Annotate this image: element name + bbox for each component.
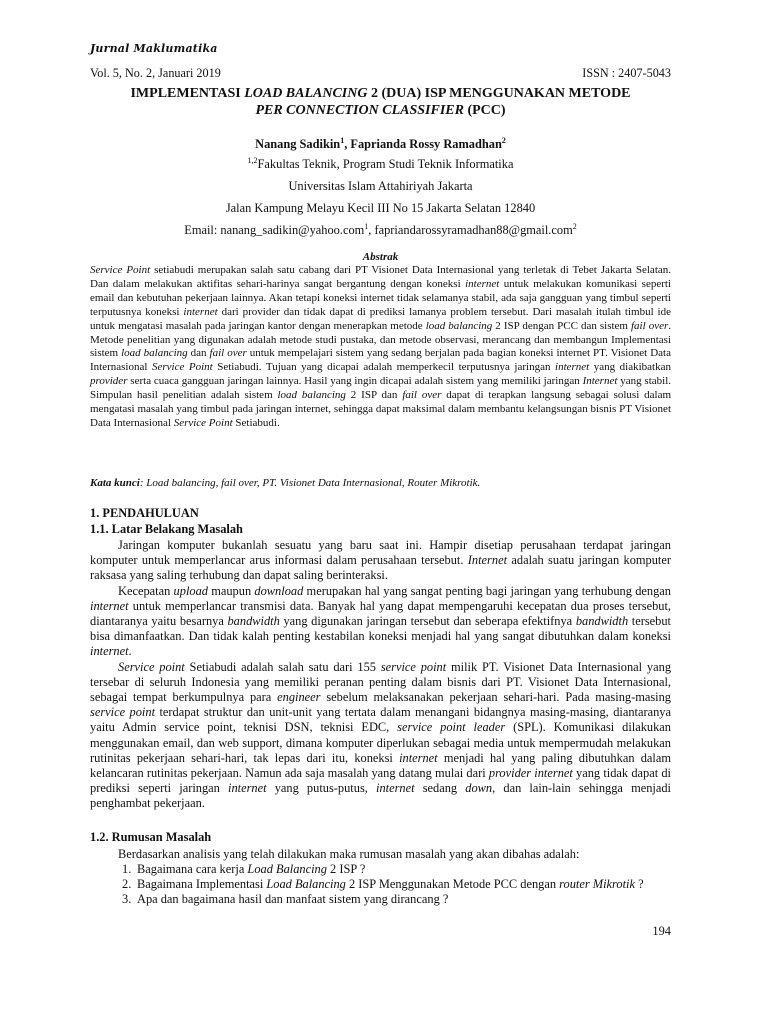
abstract-text: Setiabudi. bbox=[232, 416, 280, 429]
para-text: , dan lain-lain sehingga menjadi penghambat pekerjaan. bbox=[90, 781, 671, 811]
keywords bbox=[90, 477, 671, 489]
para-term: internet bbox=[376, 781, 415, 796]
para-term: bandwidth bbox=[227, 614, 280, 629]
title-part: PER CONNECTION CLASSIFIER bbox=[255, 103, 464, 118]
para-term: Internet bbox=[467, 553, 508, 568]
para-text: Setiabudi adalah salah satu dari 155 bbox=[184, 659, 381, 674]
abstract-text: 2 ISP dan bbox=[345, 389, 403, 402]
affiliation-university: Universitas Islam Attahiriyah Jakarta bbox=[288, 179, 473, 193]
list-term: router Mikrotik bbox=[559, 877, 635, 892]
abstract-text: dari provider dan tidak dapat di prediksi lamanya problem tersebut. Dari masalah itulah timbul ide untuk mengatasi masalah pada jaringan kantor dengan menerapkan metode bbox=[90, 305, 671, 332]
list-text: Bagaimana cara kerja bbox=[137, 862, 248, 876]
list-item bbox=[122, 862, 671, 877]
para-text: yang putus-putus, bbox=[266, 781, 377, 796]
para-text: yang digunakan jaringan tersebut dan seberapa efektifnya bbox=[279, 614, 576, 629]
para-term: download bbox=[254, 583, 304, 598]
para-term: service point bbox=[90, 705, 156, 720]
email-line bbox=[90, 223, 671, 238]
para-text: milik PT. Visionet Data Internasional yang tersebar di seluruh Indonesia yang memiliki peranan penting dalam bisnis dari PT. Visionet Data Internasional, sebagai tempat berkumpulnya para bbox=[90, 659, 672, 705]
para-text: tersebut bisa dimanfaatkan. Dan tidak kalah penting kestabilan koneksi menjadi hal yang sangat dibutuhkan dalam koneksi bbox=[90, 614, 671, 644]
email-sup: 2 bbox=[572, 221, 577, 231]
list-item bbox=[122, 877, 671, 892]
affiliation-address: Jalan Kampung Melayu Kecil III No 15 Jakarta Selatan 12840 bbox=[225, 201, 536, 215]
affiliation-faculty bbox=[90, 157, 671, 172]
abstract-term: fail over bbox=[209, 347, 247, 360]
abstract-term: Service Point bbox=[90, 264, 151, 276]
abstract-term: internet bbox=[183, 305, 218, 318]
title-part: (PCC) bbox=[463, 103, 506, 118]
issn: ISSN : 2407-5043 bbox=[582, 66, 671, 80]
paper-title bbox=[90, 85, 671, 119]
faculty: Fakultas Teknik, Program Studi Teknik Informatika bbox=[257, 157, 514, 171]
volume-info: Vol. 5, No. 2, Januari 2019 bbox=[90, 66, 221, 80]
subsection-heading: 1.1. Latar Belakang Masalah bbox=[90, 522, 243, 536]
para-term: internet bbox=[90, 598, 129, 613]
para-text: (SPL). Komunikasi dilakukan menggunakan email, dan web support, dimana komputer diperlukan sebagai media untuk mempermudah melakukan rutinitas pekerjaan sehari-hari, tak lepas dari itu, koneksi bbox=[90, 720, 671, 765]
para-term: internet bbox=[399, 750, 438, 765]
para-text: terdapat struktur dan unit-unit yang tertata dalam menangani bidangnya masing-masing, diantaranya yaitu Admin service point, teknisi DSN, teknisi EDC, bbox=[90, 705, 672, 735]
para-text: sedang bbox=[414, 781, 466, 796]
abstract-term: load balancing bbox=[277, 389, 346, 402]
abstract-text: . Metode penelitian yang digunakan adalah metode studi pustaka, dan metode observasi, merancang dan membangun Implementasi sistem bbox=[90, 319, 671, 360]
abstract-text: dan bbox=[187, 347, 210, 360]
para-text: Kecepatan bbox=[118, 583, 174, 598]
problem-intro: Berdasarkan analisis yang telah dilakukan maka rumusan masalah yang akan dibahas adalah: bbox=[118, 847, 580, 861]
para-text: menjadi hal yang paling dibutuhkan dalam kelancaran rutinitas pekerjaan. Namun ada saja masalah yang datang mulai dari bbox=[90, 750, 671, 781]
para-term: Service point bbox=[118, 659, 185, 674]
list-text: 2 ISP Menggunakan Metode PCC dengan bbox=[345, 877, 560, 892]
para-term: bandwidth bbox=[575, 614, 629, 629]
title-part: IMPLEMENTASI bbox=[130, 86, 245, 101]
abstract-term: internet bbox=[465, 277, 500, 290]
para-text: untuk memperlancar transmisi data. Banyak hal yang dapat mempengaruhi kecepatan dua proses tersebut, diantaranya yaitu besarnya bbox=[90, 598, 671, 629]
para-term: upload bbox=[173, 583, 208, 598]
email-sep: , bbox=[368, 223, 375, 237]
para-text: . bbox=[128, 644, 132, 659]
para-term: internet bbox=[228, 781, 267, 796]
list-number: 2. bbox=[122, 877, 132, 892]
keywords-text: : Load balancing, fail over, PT. Visionet Data Internasional, Router Mikrotik. bbox=[139, 477, 481, 489]
abstract-text: yang diakibatkan bbox=[589, 361, 671, 374]
abstract-text: yang stabil. Simpulan hasil penelitian adalah sistem bbox=[90, 375, 672, 402]
list-text: Apa dan bagaimana hasil dan manfaat sistem yang dirancang ? bbox=[137, 892, 449, 907]
author-name: Faprianda Rossy Ramadhan bbox=[350, 137, 502, 151]
para-term: internet bbox=[90, 644, 129, 659]
abstract-term: fail over bbox=[402, 389, 442, 402]
email-sup: 1 bbox=[364, 221, 369, 231]
list-term: Load Balancing bbox=[247, 862, 327, 876]
para-text: maupun bbox=[207, 583, 255, 598]
keywords-label: Kata kunci bbox=[90, 477, 140, 489]
abstract-body bbox=[90, 264, 671, 431]
abstract-term: internet bbox=[555, 361, 590, 374]
subsection-heading: 1.2. Rumusan Masalah bbox=[90, 830, 212, 844]
list-number: 1. bbox=[122, 862, 132, 876]
para-term: service point leader bbox=[397, 720, 506, 735]
para-term: down bbox=[465, 781, 493, 796]
title-part: LOAD BALANCING bbox=[244, 86, 368, 101]
paragraph bbox=[90, 584, 671, 660]
abstract-text: setiabudi merupakan salah satu cabang dari PT Visionet Data Internasional yang terletak di Tebet Jakarta Selatan. Dan dalam melakukan aktifitas sehari-harinya sangat bergantung dengan koneksi bbox=[90, 264, 672, 290]
paragraph bbox=[90, 538, 671, 584]
abstract-term: provider bbox=[90, 375, 128, 388]
abstract-text: serta cuaca gangguan jaringan lainnya. Hasil yang ingin dicapai adalah sistem yang memiliki jaringan bbox=[127, 375, 583, 388]
list-text: ? bbox=[634, 877, 644, 892]
para-text: yang tidak dapat di prediksi seperti jaringan bbox=[90, 766, 671, 796]
abstract-term: load balancing bbox=[425, 319, 493, 332]
para-term: provider internet bbox=[488, 766, 573, 781]
abstract-text: dapat di terapkan langsung sebagai solusi dalam mengatasi masalah yang timbul pada jaringan internet, sehingga dapat maksimal dalam membantu kelangsungan bisnis PT Visionet Data Internasional bbox=[90, 389, 672, 429]
email-address[interactable]: nanang_sadikin@yahoo.com bbox=[220, 223, 365, 237]
author-sep: , bbox=[344, 137, 351, 151]
abstract-term: Service Point bbox=[173, 416, 233, 429]
abstract-text: untuk melakukan komunikasi seperti email dan kebutuhan pekerjaan lainnya. Akan tetapi koneksi internet tidak selamanya stabil, ada saja gangguan yang timbul seperti terputusnya koneksi bbox=[90, 277, 671, 318]
volume-line bbox=[90, 66, 671, 81]
abstract-term: Internet bbox=[582, 375, 618, 388]
abstract-text: 2 ISP dengan PCC dan sistem bbox=[492, 319, 631, 332]
para-text: adalah suatu jaringan komputer raksasa yang saling terhubung dan dapat saling berinteraksi. bbox=[90, 553, 671, 583]
background-text bbox=[90, 538, 671, 812]
problem-list bbox=[122, 862, 671, 908]
abstract-text: Setiabudi. Tujuan yang dicapai adalah memperkecil terputusnya jaringan bbox=[212, 361, 556, 374]
list-text: Bagaimana Implementasi bbox=[137, 877, 267, 892]
list-term: Load Balancing bbox=[266, 877, 346, 892]
para-term: service point bbox=[380, 659, 447, 674]
section-heading: 1. PENDAHULUAN bbox=[90, 506, 199, 520]
para-text: merupakan hal yang sangat penting bagi jaringan yang terhubung dengan bbox=[303, 583, 671, 598]
para-term: engineer bbox=[277, 690, 321, 705]
abstract-term: fail over bbox=[631, 319, 669, 332]
author-name: Nanang Sadikin bbox=[255, 137, 341, 151]
abstract-term: load balancing bbox=[121, 347, 188, 360]
author-list bbox=[90, 137, 671, 152]
abstract-heading: Abstrak bbox=[362, 251, 399, 263]
title-part: 2 (DUA) ISP MENGGUNAKAN METODE bbox=[367, 86, 631, 101]
author-sup: 2 bbox=[501, 135, 506, 145]
author-sup: 1 bbox=[340, 135, 345, 145]
paragraph bbox=[90, 660, 671, 812]
page-number: 194 bbox=[652, 924, 671, 938]
abstract-term: Service Point bbox=[151, 361, 213, 374]
email-address[interactable]: fapriandarossyramadhan88@gmail.com bbox=[374, 223, 573, 237]
list-text: 2 ISP ? bbox=[326, 862, 366, 876]
email-label: Email: bbox=[184, 223, 221, 237]
list-number: 3. bbox=[122, 892, 132, 907]
para-text: sebelum melaksanakan pekerjaan sehari-hari. Pada masing-masing bbox=[320, 690, 672, 705]
affil-sup: 1,2 bbox=[247, 155, 258, 165]
para-text: Jaringan komputer bukanlah sesuatu yang baru saat ini. Hampir disetiap perusahaan terdapat jaringan komputer untuk memperlancar arus informasi dalam perusahaan tersebut. bbox=[90, 538, 671, 568]
list-item bbox=[122, 892, 671, 907]
abstract-text: untuk mempelajari sistem yang sedang berjalan pada bagian koneksi internet PT. Visionet Data Internasional bbox=[90, 347, 671, 374]
journal-name: Jurnal Maklumatika bbox=[90, 42, 218, 55]
